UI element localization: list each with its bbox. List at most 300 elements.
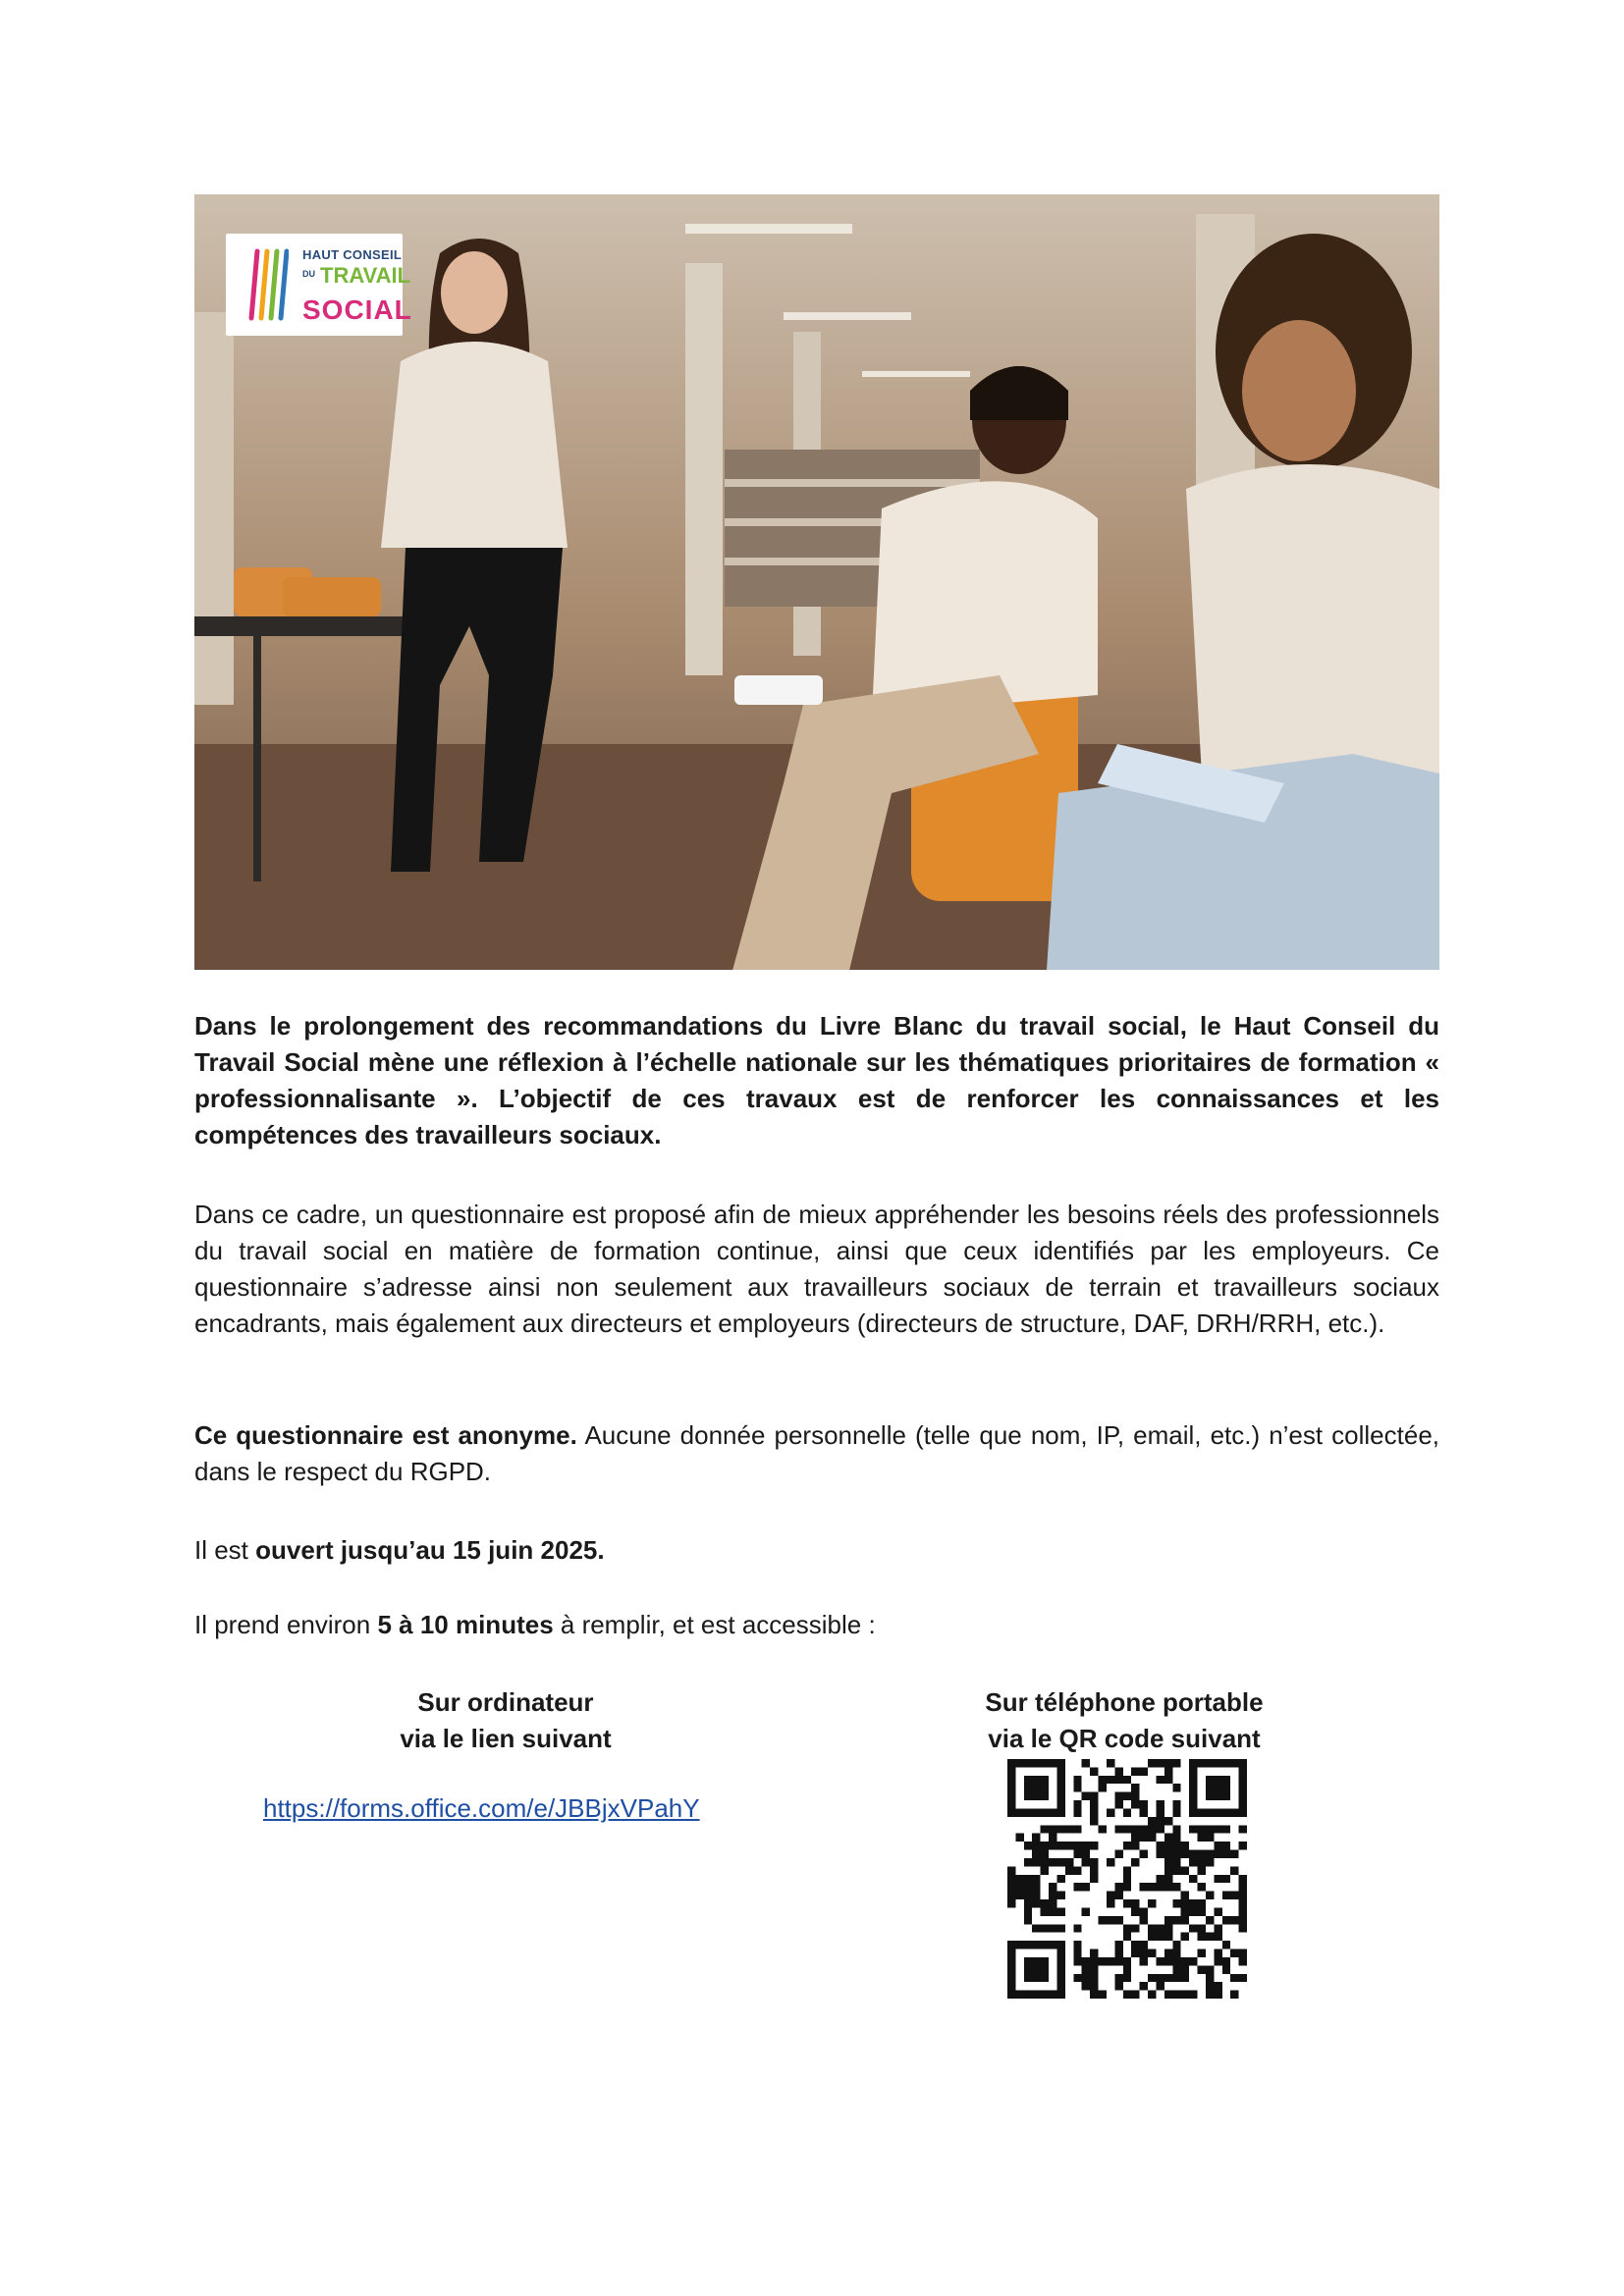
qr-module — [1198, 1965, 1206, 1973]
qr-module — [1148, 1883, 1156, 1891]
qr-module — [1214, 1825, 1221, 1833]
qr-module — [1148, 1974, 1156, 1982]
qr-module — [1123, 1825, 1131, 1833]
qr-module — [1041, 1759, 1049, 1767]
qr-module — [1214, 1982, 1221, 1990]
qr-module — [1214, 1808, 1221, 1816]
qr-module — [1206, 1991, 1214, 1999]
qr-module — [1164, 1991, 1172, 1999]
qr-module — [1090, 1974, 1098, 1982]
qr-module — [1049, 1899, 1056, 1907]
qr-module — [1056, 1858, 1064, 1866]
qr-module — [1131, 1825, 1139, 1833]
qr-module — [1222, 1792, 1230, 1800]
qr-module — [1198, 1759, 1206, 1767]
qr-module — [1049, 1834, 1056, 1842]
qr-module — [1007, 1941, 1015, 1949]
qr-module — [1032, 1957, 1040, 1965]
deadline-prefix: Il est — [194, 1535, 256, 1565]
qr-module — [1073, 1924, 1081, 1932]
qr-module — [1239, 1916, 1247, 1924]
qr-module — [1032, 1892, 1040, 1899]
qr-module — [1172, 1866, 1180, 1874]
qr-module — [1024, 1875, 1032, 1883]
qr-module — [1123, 1842, 1131, 1849]
qr-module — [1148, 1933, 1156, 1941]
qr-module — [1073, 1784, 1081, 1791]
qr-module — [1222, 1875, 1230, 1883]
qr-module — [1123, 1957, 1131, 1965]
qr-module — [1189, 1850, 1197, 1858]
qr-module — [1164, 1858, 1172, 1866]
qr-module — [1206, 1916, 1214, 1924]
qr-module — [1114, 1792, 1122, 1800]
qr-module — [1156, 1825, 1164, 1833]
qr-module — [1222, 1850, 1230, 1858]
qr-module — [1099, 1825, 1107, 1833]
qr-module — [1082, 1982, 1090, 1990]
qr-module — [1140, 1949, 1148, 1957]
qr-module — [1164, 1834, 1172, 1842]
qr-module — [1056, 1941, 1064, 1949]
qr-module — [1041, 1842, 1049, 1849]
qr-module — [1114, 1982, 1122, 1990]
qr-module — [1099, 1916, 1107, 1924]
qr-module — [1007, 1808, 1015, 1816]
qr-module — [1214, 1949, 1221, 1957]
qr-module — [1239, 1776, 1247, 1784]
qr-module — [1222, 1892, 1230, 1899]
qr-module — [1164, 1883, 1172, 1891]
qr-module — [1123, 1933, 1131, 1941]
qr-module — [1172, 1850, 1180, 1858]
qr-module — [1131, 1800, 1139, 1808]
qr-module — [1090, 1792, 1098, 1800]
qr-module — [1239, 1792, 1247, 1800]
qr-module — [1114, 1825, 1122, 1833]
qr-module — [1123, 1776, 1131, 1784]
qr-module — [1172, 1974, 1180, 1982]
qr-module — [1107, 1759, 1114, 1767]
qr-module — [1065, 1842, 1073, 1849]
qr-module — [1049, 1924, 1056, 1932]
qr-module — [1181, 1899, 1189, 1907]
qr-module — [1032, 1858, 1040, 1866]
qr-module — [1065, 1825, 1073, 1833]
qr-module — [1041, 1784, 1049, 1791]
qr-module — [1148, 1817, 1156, 1825]
qr-module — [1206, 1892, 1214, 1899]
duration-paragraph — [194, 1607, 1439, 1643]
qr-module — [1123, 1924, 1131, 1932]
qr-module — [1222, 1916, 1230, 1924]
qr-module — [1107, 1899, 1114, 1907]
qr-module — [1230, 1759, 1238, 1767]
qr-module — [1206, 1825, 1214, 1833]
qr-module — [1041, 1941, 1049, 1949]
qr-module — [1073, 1949, 1081, 1957]
qr-module — [1172, 1949, 1180, 1957]
qr-module — [1090, 1842, 1098, 1849]
qr-module — [1007, 1883, 1015, 1891]
qr-module — [1172, 1808, 1180, 1816]
qr-module — [1198, 1949, 1206, 1957]
qr-module — [1164, 1957, 1172, 1965]
qr-module — [1041, 1792, 1049, 1800]
qr-module — [1099, 1776, 1107, 1784]
qr-module — [1172, 1834, 1180, 1842]
qr-module — [1123, 1991, 1131, 1999]
qr-module — [1123, 1875, 1131, 1883]
qr-module — [1007, 1800, 1015, 1808]
qr-module — [1181, 1974, 1189, 1982]
qr-module — [1239, 1924, 1247, 1932]
qr-module — [1107, 1916, 1114, 1924]
qr-module — [1172, 1957, 1180, 1965]
qr-module — [1198, 1834, 1206, 1842]
qr-module — [1073, 1850, 1081, 1858]
qr-module — [1164, 1850, 1172, 1858]
qr-module — [1140, 1941, 1148, 1949]
qr-module — [1172, 1842, 1180, 1849]
qr-module — [1007, 1866, 1015, 1874]
qr-module — [1164, 1933, 1172, 1941]
qr-module — [1049, 1941, 1056, 1949]
qr-module — [1024, 1991, 1032, 1999]
qr-module — [1189, 1875, 1197, 1883]
qr-module — [1189, 1808, 1197, 1816]
qr-module — [1032, 1941, 1040, 1949]
qr-module — [1073, 1866, 1081, 1874]
qr-module — [1239, 1907, 1247, 1915]
qr-module — [1164, 1949, 1172, 1957]
qr-module — [1090, 1991, 1098, 1999]
qr-module — [1041, 1850, 1049, 1858]
qr-code-icon[interactable] — [1007, 1759, 1247, 1999]
qr-module — [1007, 1974, 1015, 1982]
qr-module — [1131, 1767, 1139, 1775]
qr-module — [1206, 1808, 1214, 1816]
qr-module — [1222, 1825, 1230, 1833]
qr-module — [1172, 1825, 1180, 1833]
qr-module — [1090, 1800, 1098, 1808]
qr-module — [1222, 1941, 1230, 1949]
qr-module — [1214, 1759, 1221, 1767]
qr-module — [1107, 1858, 1114, 1866]
qr-module — [1230, 1949, 1238, 1957]
qr-module — [1214, 1776, 1221, 1784]
qr-module — [1015, 1759, 1023, 1767]
header-photo — [194, 194, 1439, 970]
qr-module — [1156, 1883, 1164, 1891]
qr-module — [1206, 1834, 1214, 1842]
qr-module — [1049, 1842, 1056, 1849]
qr-module — [1198, 1866, 1206, 1874]
qr-module — [1214, 1924, 1221, 1932]
qr-module — [1239, 1875, 1247, 1883]
qr-module — [1082, 1965, 1090, 1973]
qr-module — [1015, 1834, 1023, 1842]
qr-module — [1056, 1957, 1064, 1965]
qr-module — [1206, 1850, 1214, 1858]
qr-module — [1214, 1957, 1221, 1965]
qr-module — [1222, 1784, 1230, 1791]
qr-module — [1041, 1924, 1049, 1932]
qr-module — [1041, 1866, 1049, 1874]
qr-module — [1024, 1808, 1032, 1816]
qr-module — [1140, 1957, 1148, 1965]
qr-module — [1164, 1767, 1172, 1775]
qr-module — [1239, 1957, 1247, 1965]
qr-module — [1181, 1892, 1189, 1899]
qr-module — [1206, 1759, 1214, 1767]
qr-module — [1172, 1800, 1180, 1808]
qr-module — [1032, 1875, 1040, 1883]
qr-module — [1114, 1883, 1122, 1891]
qr-module — [1090, 1957, 1098, 1965]
qr-module — [1107, 1892, 1114, 1899]
qr-module — [1041, 1907, 1049, 1915]
qr-module — [1181, 1933, 1189, 1941]
qr-module — [1107, 1957, 1114, 1965]
anonymity-paragraph — [194, 1417, 1439, 1490]
qr-module — [1032, 1991, 1040, 1999]
qr-module — [1131, 1907, 1139, 1915]
qr-module — [1172, 1784, 1180, 1791]
qr-module — [1056, 1907, 1064, 1915]
duration-prefix: Il prend environ — [194, 1610, 378, 1639]
qr-module — [1189, 1800, 1197, 1808]
qr-module — [1123, 1808, 1131, 1816]
qr-module — [1090, 1767, 1098, 1775]
qr-module — [1140, 1808, 1148, 1816]
qr-module — [1239, 1784, 1247, 1791]
qr-module — [1148, 1899, 1156, 1907]
qr-module — [1206, 1982, 1214, 1990]
qr-module — [1131, 1924, 1139, 1932]
qr-module — [1099, 1957, 1107, 1965]
qr-module — [1164, 1759, 1172, 1767]
qr-module — [1206, 1776, 1214, 1784]
qr-module — [1024, 1916, 1032, 1924]
qr-module — [1189, 1792, 1197, 1800]
qr-module — [1148, 1759, 1156, 1767]
qr-module — [1056, 1767, 1064, 1775]
qr-module — [1114, 1800, 1122, 1808]
qr-module — [1082, 1957, 1090, 1965]
qr-module — [1049, 1759, 1056, 1767]
qr-module — [1189, 1784, 1197, 1791]
qr-module — [1131, 1941, 1139, 1949]
qr-module — [1082, 1883, 1090, 1891]
qr-module — [1073, 1957, 1081, 1965]
haut-conseil-logo — [226, 234, 412, 336]
qr-module — [1230, 1991, 1238, 1999]
qr-module — [1222, 1759, 1230, 1767]
qr-module — [1206, 1933, 1214, 1941]
computer-line1: Sur ordinateur — [417, 1687, 594, 1717]
qr-module — [1164, 1916, 1172, 1924]
qr-module — [1123, 1974, 1131, 1982]
qr-module — [1148, 1825, 1156, 1833]
qr-module — [1056, 1892, 1064, 1899]
deadline-paragraph — [194, 1532, 1439, 1569]
qr-module — [1140, 1850, 1148, 1858]
qr-module — [1230, 1866, 1238, 1874]
qr-module — [1140, 1982, 1148, 1990]
anonymity-bold: Ce questionnaire est anonyme. — [194, 1420, 577, 1450]
qr-module — [1056, 1825, 1064, 1833]
qr-module — [1198, 1933, 1206, 1941]
qr-module — [1082, 1907, 1090, 1915]
qr-module — [1007, 1759, 1015, 1767]
qr-module — [1156, 1850, 1164, 1858]
qr-module — [1032, 1965, 1040, 1973]
qr-module — [1007, 1957, 1015, 1965]
qr-module — [1230, 1916, 1238, 1924]
qr-module — [1090, 1817, 1098, 1825]
qr-module — [1041, 1991, 1049, 1999]
qr-module — [1206, 1965, 1214, 1973]
qr-module — [1181, 1916, 1189, 1924]
intro-paragraph: Dans le prolongement des recommandations du Livre Blanc du travail social, le Haut Conseil du Travail Social mène une réflexion à l’échelle nationale sur les thématiques prioritaires de formation « professionnalisante ». L’objectif de ces travaux est de renforcer les connaissances et les compétences des travailleurs sociaux. — [194, 1011, 1439, 1149]
qr-module — [1206, 1974, 1214, 1982]
qr-module — [1007, 1982, 1015, 1990]
qr-module — [1015, 1808, 1023, 1816]
qr-module — [1214, 1784, 1221, 1791]
qr-module — [1198, 1883, 1206, 1891]
qr-module — [1172, 1965, 1180, 1973]
qr-module — [1181, 1850, 1189, 1858]
qr-module — [1239, 1949, 1247, 1957]
qr-module — [1032, 1883, 1040, 1891]
qr-module — [1172, 1759, 1180, 1767]
qr-module — [1024, 1784, 1032, 1791]
qr-module — [1131, 1842, 1139, 1849]
qr-module — [1140, 1800, 1148, 1808]
qr-module — [1041, 1957, 1049, 1965]
qr-module — [1007, 1965, 1015, 1973]
qr-module — [1032, 1759, 1040, 1767]
computer-heading — [324, 1684, 687, 1757]
qr-module — [1099, 1991, 1107, 1999]
qr-module — [1007, 1792, 1015, 1800]
qr-module — [1056, 1965, 1064, 1973]
logo-line1: HAUT CONSEIL — [302, 247, 403, 262]
qr-module — [1140, 1883, 1148, 1891]
qr-module — [1239, 1767, 1247, 1775]
qr-module — [1198, 1858, 1206, 1866]
qr-module — [1032, 1924, 1040, 1932]
qr-module — [1148, 1991, 1156, 1999]
qr-module — [1082, 1842, 1090, 1849]
qr-module — [1056, 1784, 1064, 1791]
qr-module — [1107, 1776, 1114, 1784]
qr-module — [1181, 1957, 1189, 1965]
qr-module — [1156, 1842, 1164, 1849]
qr-module — [1024, 1974, 1032, 1982]
qr-module — [1024, 1759, 1032, 1767]
phone-heading — [943, 1684, 1306, 1757]
qr-module — [1090, 1858, 1098, 1866]
qr-module — [1198, 1907, 1206, 1915]
qr-module — [1222, 1808, 1230, 1816]
qr-module — [1114, 1850, 1122, 1858]
qr-module — [1114, 1941, 1122, 1949]
qr-module — [1015, 1991, 1023, 1999]
qr-module — [1041, 1965, 1049, 1973]
qr-module — [1156, 1776, 1164, 1784]
qr-module — [1131, 1792, 1139, 1800]
qr-module — [1056, 1808, 1064, 1816]
qr-module — [1056, 1776, 1064, 1784]
qr-module — [1049, 1883, 1056, 1891]
qr-module — [1156, 1982, 1164, 1990]
qr-module — [1056, 1924, 1064, 1932]
qr-module — [1172, 1883, 1180, 1891]
qr-module — [1024, 1842, 1032, 1849]
qr-module — [1239, 1842, 1247, 1849]
qr-module — [1114, 1949, 1122, 1957]
qr-module — [1024, 1941, 1032, 1949]
qr-module — [1189, 1957, 1197, 1965]
qr-module — [1140, 1916, 1148, 1924]
survey-link[interactable]: https://forms.office.com/e/JBBjxVPahY — [263, 1793, 700, 1823]
qr-module — [1114, 1892, 1122, 1899]
qr-module — [1148, 1924, 1156, 1932]
qr-module — [1164, 1924, 1172, 1932]
qr-module — [1015, 1875, 1023, 1883]
qr-module — [1082, 1858, 1090, 1866]
qr-module — [1131, 1991, 1139, 1999]
qr-module — [1181, 1866, 1189, 1874]
qr-module — [1164, 1866, 1172, 1874]
qr-module — [1230, 1850, 1238, 1858]
qr-module — [1222, 1957, 1230, 1965]
qr-module — [1056, 1759, 1064, 1767]
qr-module — [1189, 1991, 1197, 1999]
qr-module — [1189, 1907, 1197, 1915]
qr-module — [1114, 1974, 1122, 1982]
phone-line1: Sur téléphone portable — [985, 1687, 1264, 1717]
qr-module — [1007, 1776, 1015, 1784]
qr-module — [1082, 1850, 1090, 1858]
qr-module — [1131, 1834, 1139, 1842]
qr-module — [1198, 1924, 1206, 1932]
qr-module — [1239, 1892, 1247, 1899]
qr-module — [1073, 1808, 1081, 1816]
qr-module — [1114, 1916, 1122, 1924]
qr-module — [1164, 1776, 1172, 1784]
qr-module — [1164, 1842, 1172, 1849]
qr-module — [1032, 1842, 1040, 1849]
qr-module — [1156, 1924, 1164, 1932]
qr-module — [1181, 1965, 1189, 1973]
qr-module — [1131, 1784, 1139, 1791]
qr-module — [1189, 1924, 1197, 1932]
qr-module — [1140, 1834, 1148, 1842]
qr-module — [1214, 1850, 1221, 1858]
qr-module — [1156, 1808, 1164, 1816]
logo-line2: DU — [302, 269, 315, 279]
qr-module — [1206, 1858, 1214, 1866]
qr-module — [1056, 1875, 1064, 1883]
qr-module — [1198, 1899, 1206, 1907]
qr-module — [1082, 1759, 1090, 1767]
qr-module — [1056, 1991, 1064, 1999]
qr-module — [1032, 1808, 1040, 1816]
qr-module — [1239, 1808, 1247, 1816]
